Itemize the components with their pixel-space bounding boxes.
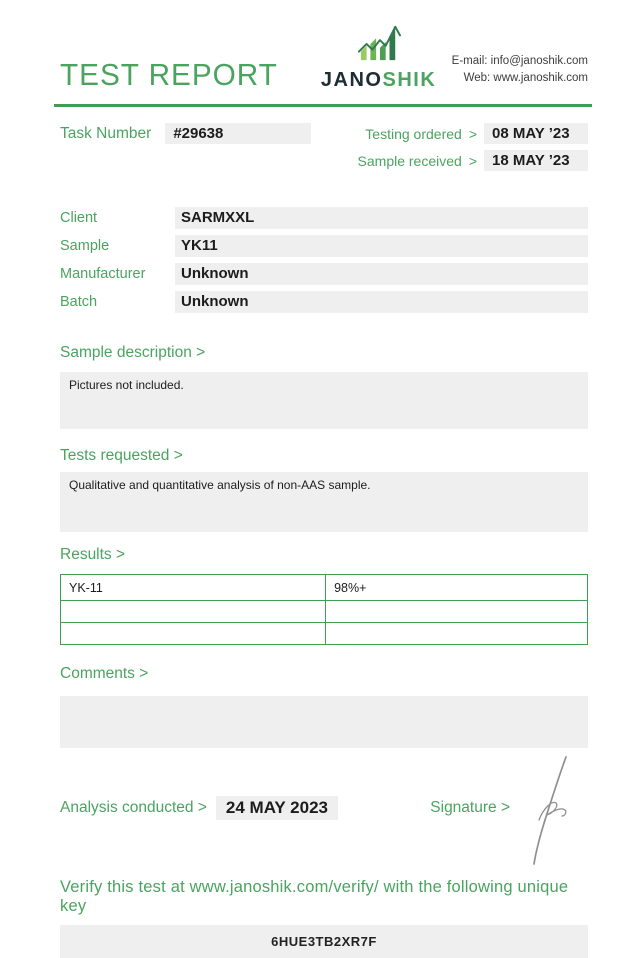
sample-received-row <box>358 150 588 171</box>
comments-box <box>60 696 588 748</box>
task-number-group <box>60 123 311 144</box>
web-label: Web: <box>463 71 491 84</box>
testing-ordered-row <box>365 123 588 144</box>
sample-description-heading: Sample description > <box>60 344 206 361</box>
testing-ordered-value: 08 MAY ’23 <box>484 123 588 144</box>
batch-value: Unknown <box>175 291 588 313</box>
verify-instruction: Verify this test at www.janoshik.com/verify/ with the following unique key <box>60 878 569 915</box>
table-row <box>61 623 588 645</box>
chevron-icon: > <box>468 152 477 169</box>
sample-received-label: Sample received <box>357 152 462 169</box>
contact-info <box>452 53 588 91</box>
results-table <box>60 574 588 645</box>
testing-ordered-label: Testing ordered <box>365 125 462 142</box>
page-title: TEST REPORT <box>60 57 278 92</box>
unique-key-value: 6HUE3TB2XR7F <box>60 925 588 958</box>
results-heading: Results > <box>60 546 126 563</box>
signature-label: Signature > <box>430 799 510 816</box>
results-section <box>60 545 588 645</box>
report-header <box>60 0 588 90</box>
sample-info-section <box>60 207 588 313</box>
client-label: Client <box>60 210 98 226</box>
dates-group <box>358 123 588 171</box>
sample-description-box: Pictures not included. <box>60 372 588 429</box>
table-row <box>61 601 588 623</box>
sample-description-section <box>60 343 588 429</box>
logo-text-green: SHIK <box>382 69 437 91</box>
task-number-label: Task Number <box>60 124 152 142</box>
result-substance-cell <box>61 623 326 645</box>
contact-email-line <box>452 53 588 70</box>
sample-received-value: 18 MAY ’23 <box>484 150 588 171</box>
comments-section <box>60 664 588 748</box>
manufacturer-value: Unknown <box>175 263 588 285</box>
table-row <box>61 575 588 601</box>
result-purity-cell <box>326 601 588 623</box>
batch-row <box>60 291 588 313</box>
analysis-signature-section <box>60 796 588 820</box>
email-value: info@janoshik.com <box>490 54 588 67</box>
growth-chart-icon <box>321 22 436 68</box>
manufacturer-row <box>60 263 588 285</box>
comments-heading: Comments > <box>60 665 149 682</box>
result-purity-cell: 98%+ <box>326 575 588 601</box>
signature-scribble <box>526 754 582 871</box>
sample-label: Sample <box>60 238 110 254</box>
result-substance-cell <box>61 601 326 623</box>
sample-row <box>60 235 588 257</box>
janoshik-logo <box>321 22 436 90</box>
analysis-conducted-label: Analysis conducted > <box>60 799 207 816</box>
tests-requested-section <box>60 446 588 532</box>
logo-wordmark <box>321 70 436 90</box>
result-purity-cell <box>326 623 588 645</box>
client-value: SARMXXL <box>175 207 588 229</box>
task-section <box>60 123 588 171</box>
batch-label: Batch <box>60 294 98 310</box>
analysis-date-value: 24 MAY 2023 <box>216 796 338 820</box>
task-number-value: #29638 <box>165 123 311 144</box>
result-substance-cell: YK-11 <box>61 575 326 601</box>
client-row <box>60 207 588 229</box>
web-value: www.janoshik.com <box>493 71 588 84</box>
tests-requested-heading: Tests requested > <box>60 447 183 464</box>
sample-value: YK11 <box>175 235 588 257</box>
header-divider <box>54 104 592 107</box>
email-label: E-mail: <box>451 54 488 67</box>
manufacturer-label: Manufacturer <box>60 266 146 282</box>
tests-requested-box: Qualitative and quantitative analysis of non-AAS sample. <box>60 472 588 532</box>
contact-web-line <box>452 70 588 87</box>
logo-text-dark: JANO <box>320 69 383 91</box>
chevron-icon: > <box>468 125 477 142</box>
